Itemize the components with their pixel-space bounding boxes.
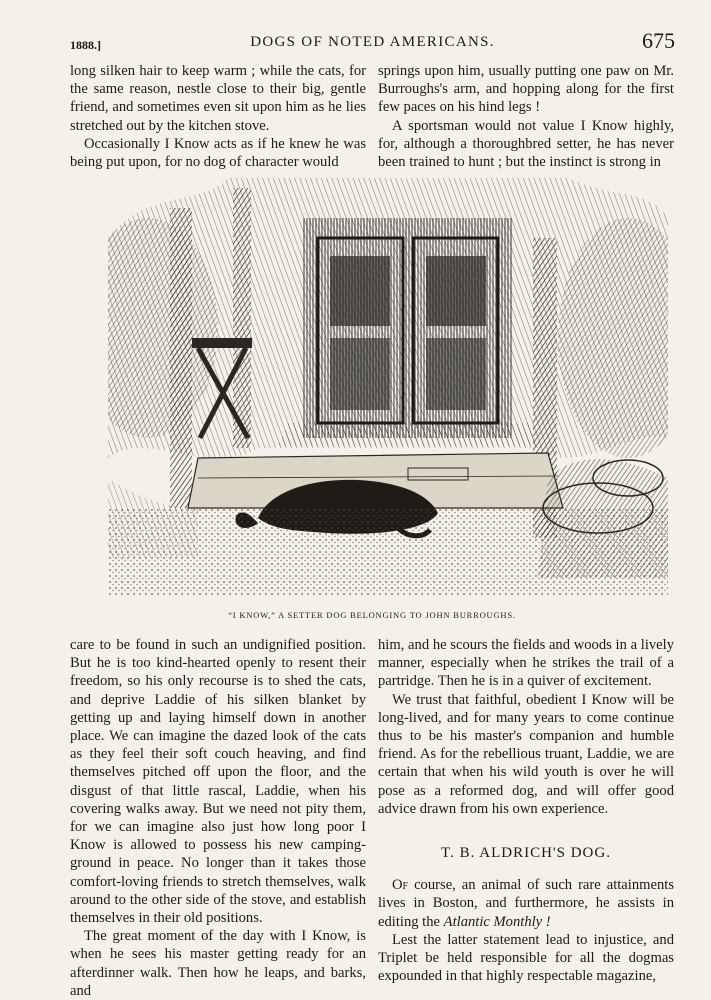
paragraph: We trust that faithful, obedient I Know will be long-lived, and for many years to come continue thus to be his master's companion and humble friend. As for the rebellious truant, Laddie, we are certain that when his wild youth is over he will pose as a reformed dog, and will offer good advice drawn from his own experience. <box>378 691 674 817</box>
header-year: 1888.] <box>70 38 101 52</box>
page-number: 675 <box>642 28 675 53</box>
paragraph: Occasionally I Know acts as if he knew he was being put upon, for no dog of character would <box>70 135 366 171</box>
paragraph-text: course, an animal of such rare attainments lives in Boston, and furthermore, he assists in editing the <box>378 877 674 930</box>
paragraph: A sportsman would not value I Know highly, for, although a thoroughbred setter, he has never been trained to hunt ; but the instinct is strong in <box>378 117 674 171</box>
paragraph <box>378 876 674 931</box>
column-bottom-left <box>70 636 366 1000</box>
running-header <box>70 28 675 58</box>
magazine-title: Atlantic Monthly ! <box>443 913 551 930</box>
column-bottom-right <box>378 636 674 985</box>
illustration-caption: “I KNOW,” A SETTER DOG BELONGING TO JOHN BURROUGHS. <box>228 610 516 620</box>
paragraph: him, and he scours the fields and woods in a lively manner, especially when he strikes the trail of a partridge. Then he is in a quiver of excitement. <box>378 637 674 690</box>
column-top-right <box>378 62 674 171</box>
lead-word: Of <box>392 877 409 894</box>
header-title: DOGS OF NOTED AMERICANS. <box>250 34 495 50</box>
illustration-setter-dog-on-porch <box>108 178 668 596</box>
paragraph: Lest the latter statement lead to injustice, and Triplet be held responsible for all the dogmas expounded in that highly respectable magazine, <box>378 931 674 985</box>
paragraph: springs upon him, usually putting one paw on Mr. Burroughs's arm, and hopping along for the first few paces on his hind legs ! <box>378 63 674 116</box>
section-heading: T. B. ALDRICH'S DOG. <box>441 845 611 862</box>
paragraph: The great moment of the day with I Know, is when he sees his master getting ready for an afterdinner walk. Then how he leaps, and barks, and <box>70 928 366 999</box>
column-top-left <box>70 62 366 171</box>
paragraph: care to be found in such an undignified position. But he is too kind-hearted openly to resent their freedom, so his only recourse is to shed the cats, and deprive Laddie of his silken blanket by getting up and laying himself down in another place. We can imagine the dazed look of the cats as they feel their soft couch heaving, and find themselves pitched off upon the floor, and the disgust of that little rascal, Laddie, when his covering walks away. But we need not pity them, for we can imagine also just how long poor I Know is allowed to possess his new camping-ground in peace. No longer than it takes those comfort-loving friends to stretch themselves, walk around to the other side of the stove, and establish themselves in their old positions. <box>70 637 366 927</box>
paragraph: long silken hair to keep warm ; while the cats, for the same reason, nestle close to their big, gentle friend, and sometimes even sit upon him as he lies stretched out by the kitchen stove. <box>70 63 366 134</box>
